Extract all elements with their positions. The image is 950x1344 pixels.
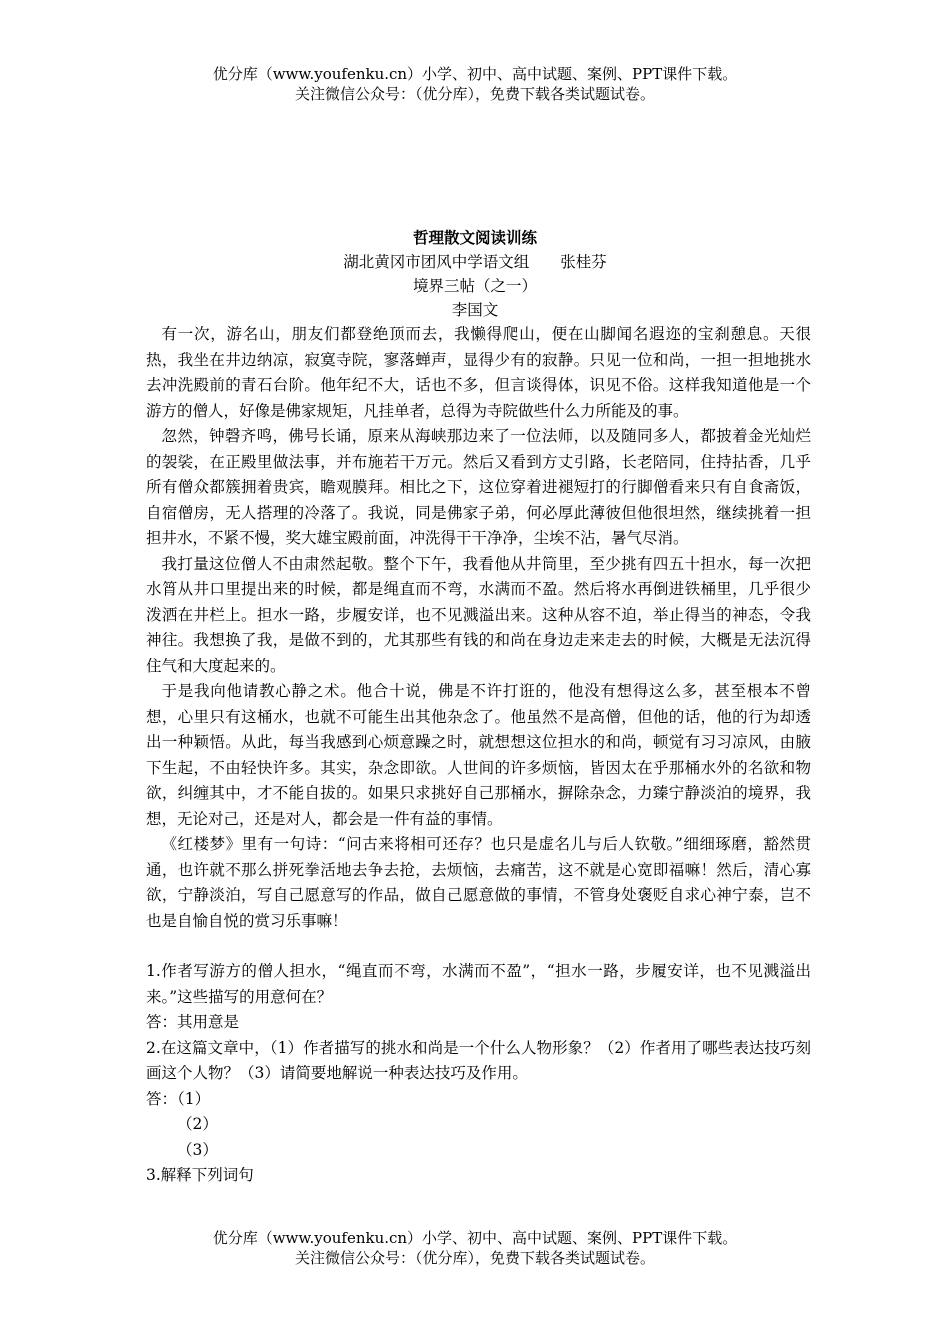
document-affiliation: 湖北黄冈市团风中学语文组 张桂芬 — [343, 253, 607, 271]
essay-title: 境界三帖（之一） — [412, 277, 537, 295]
essay-author: 李国文 — [451, 301, 499, 319]
answer-2-part-1: 答：（1） — [146, 1089, 211, 1108]
document-titles — [0, 226, 950, 322]
answer-2-part-3: （3） — [177, 1140, 218, 1159]
document-body — [146, 322, 811, 1189]
question-1: 1.作者写游方的僧人担水，“绳直而不弯，水满而不盈”，“担水一路，步履安详，也不见溅溢出来。”这些描写的用意何在？ — [146, 962, 811, 1006]
page-header — [0, 64, 950, 104]
document-title: 哲理散文阅读训练 — [412, 228, 537, 247]
paragraph: 我打量这位僧人不由肃然起敬。整个下午，我看他从井筒里，至少挑有四五十担水，每一次把水筲从井口里提出来的时候，都是绳直而不弯，水满而不盈。然后将水再倒进铁桶里，几乎很少泼洒在井栏上。担水一路，步履安详，也不见溅溢出来。这种从容不迫，举止得当的神态，令我神往。我想换了我，是做不到的，尤其那些有钱的和尚在身边走来走去的时候，大概是无法沉得住气和大度起来的。 — [146, 554, 811, 675]
header-line-1: 优分库（www.youfenku.cn）小学、初中、高中试题、案例、PPT课件下载。 — [212, 65, 738, 83]
paragraph: 有一次，游名山，朋友们都登绝顶而去，我懒得爬山，便在山脚闻名遐迩的宝刹憩息。天很热，我坐在井边纳凉，寂寞寺院，寥落蝉声，显得少有的寂静。只见一位和尚，一担一担地挑水去冲洗殿前的青石台阶。他年纪不大，话也不多，但言谈得体，识见不俗。这样我知道他是一个游方的僧人，好像是佛家规矩，凡挂单者，总得为寺院做些什么力所能及的事。 — [146, 325, 811, 420]
spacer — [146, 934, 811, 959]
question-2: 2.在这篇文章中，（1）作者描写的挑水和尚是一个什么人物形象？（2）作者用了哪些表达技巧刻画这个人物？（3）请简要地解说一种表达技巧及作用。 — [146, 1038, 811, 1082]
paragraph: 于是我向他请教心静之术。他合十说，佛是不许打诳的，他没有想得这么多，甚至根本不曾想，心里只有这桶水，也就不可能生出其他杂念了。他虽然不是高僧，但他的话，他的行为却透出一种颖悟。从此，每当我感到心烦意躁之时，就想想这位担水的和尚，顿觉有习习凉风，由腋下生起，不由轻快许多。其实，杂念即欲。人世间的许多烦恼，皆因太在乎那桶水外的名欲和物欲，纠缠其中，才不能自拔的。如果只求挑好自己那桶水，摒除杂念，力臻宁静淡泊的境界，我想，无论对己，还是对人，都会是一件有益的事情。 — [146, 682, 811, 828]
footer-line-1: 优分库（www.youfenku.cn）小学、初中、高中试题、案例、PPT课件下载。 — [212, 1229, 738, 1247]
question-3: 3.解释下列词句 — [146, 1166, 254, 1184]
page-footer — [0, 1228, 950, 1268]
footer-line-2: 关注微信公众号：（优分库），免费下载各类试题试卷。 — [294, 1249, 655, 1267]
paragraph: 《红楼梦》里有一句诗：“问古来将相可还存？也只是虚名儿与后人钦敬。”细细琢磨，豁然贯通，也许就不那么拼死拳活地去争去抢，去烦恼，去痛苦，这不就是心宽即福嘛！然后，清心寡欲，宁静淡泊，写自己愿意写的作品，做自己愿意做的事情，不管身处褒贬自求心神宁泰，岂不也是自愉自悦的赏习乐事嘛！ — [146, 835, 811, 930]
header-line-2: 关注微信公众号：（优分库），免费下载各类试题试卷。 — [294, 85, 655, 103]
answer-1: 答：其用意是 — [146, 1013, 240, 1031]
paragraph: 忽然，钟磬齐鸣，佛号长诵，原来从海峡那边来了一位法师，以及随同多人，都披着金光灿烂的袈裟，在正殿里做法事，并布施若干万元。然后又看到方丈引路，长老陪同，住持拈香，几乎所有僧众都簇拥着贵宾，瞻观膜拜。相比之下，这位穿着进褪短打的行脚僧看来只有自食斋饭，自宿僧房，无人搭理的冷落了。我说，同是佛家子弟，何必厚此薄彼但他很坦然，继续挑着一担担井水，不紧不慢，奖大雄宝殿前面，冲洗得干干净净，尘埃不沾，暑气尽消。 — [146, 427, 811, 547]
answer-2-part-2: （2） — [177, 1115, 218, 1133]
